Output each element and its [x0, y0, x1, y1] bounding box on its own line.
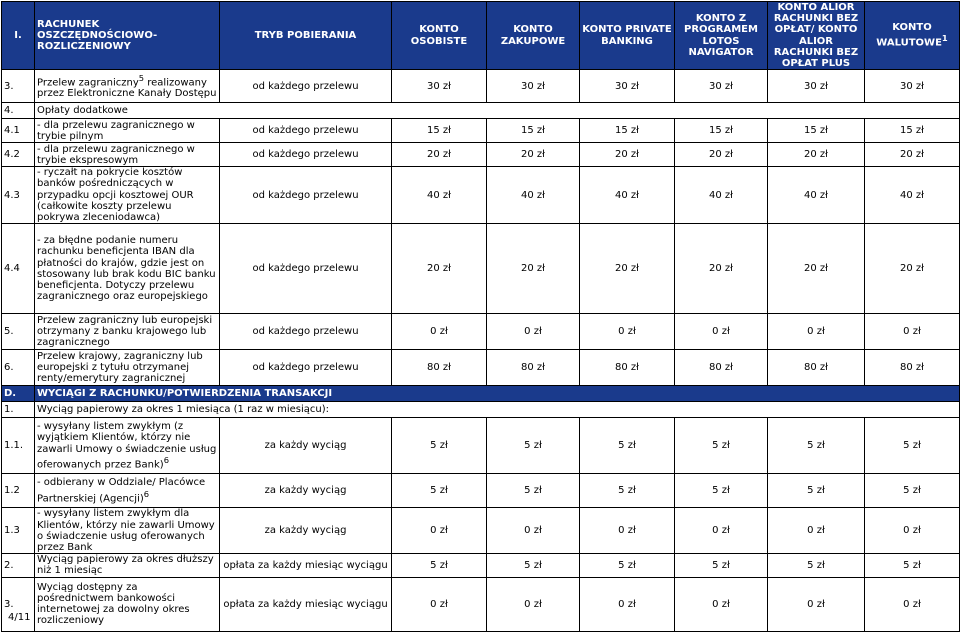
row-description: - wysyłany listem zwykłym dla Klientów, którzy nie zawarli Umowy o świadczenie usług oferowanych przez Bank — [35, 508, 220, 554]
fee-value: 20 zł — [487, 224, 580, 314]
header-row — [2, 2, 960, 70]
row-description: Opłaty dodatkowe — [35, 103, 960, 119]
fee-value: 80 zł — [865, 350, 960, 386]
table-row — [2, 554, 960, 577]
fee-value: 0 zł — [675, 508, 768, 554]
section-d-letter: D. — [2, 386, 35, 402]
col-konto-lotos-navigator: KONTO Z PROGRAMEM LOTOS NAVIGATOR — [675, 2, 768, 70]
fee-value: 5 zł — [487, 554, 580, 577]
collection-mode: od każdego przelewu — [220, 224, 392, 314]
row-number: 1.3 — [2, 508, 35, 554]
fee-value: 80 zł — [675, 350, 768, 386]
row-number: 4.4 — [2, 224, 35, 314]
fee-value: 0 zł — [865, 508, 960, 554]
table-row — [2, 418, 960, 474]
row-number: 1.1. — [2, 418, 35, 474]
collection-mode: za każdy wyciąg — [220, 508, 392, 554]
section-title: RACHUNEK OSZCZĘDNOŚCIOWO-ROZLICZENIOWY — [35, 2, 220, 70]
fee-value: 40 zł — [392, 167, 487, 224]
fee-value: 15 zł — [487, 119, 580, 143]
fee-value: 0 zł — [580, 314, 675, 350]
fee-value: 5 zł — [865, 554, 960, 577]
section-d-row — [2, 386, 960, 402]
table-row — [2, 577, 960, 631]
row-description: Wyciąg papierowy za okres dłuższy niż 1 miesiąc — [35, 554, 220, 577]
collection-mode: od każdego przelewu — [220, 70, 392, 103]
fee-value: 30 zł — [768, 70, 865, 103]
row-description: Przelew zagraniczny$^5$ realizowany przez Elektroniczne Kanały Dostępu — [35, 70, 220, 103]
section-d-title: WYCIĄGI Z RACHUNKU/POTWIERDZENIA TRANSAKCJI — [35, 386, 960, 402]
row-number: 6. — [2, 350, 35, 386]
table-row — [2, 508, 960, 554]
collection-mode: opłata za każdy miesiąc wyciągu — [220, 577, 392, 631]
row-number: 4.3 — [2, 167, 35, 224]
fee-value: 0 zł — [487, 508, 580, 554]
roman-numeral: I. — [2, 2, 35, 70]
row-description: Przelew zagraniczny lub europejski otrzymany z banku krajowego lub zagranicznego — [35, 314, 220, 350]
fee-value: 15 zł — [392, 119, 487, 143]
fee-value: 5 zł — [580, 418, 675, 474]
table-row — [2, 119, 960, 143]
col-konto-alior-rachunki: KONTO ALIOR RACHUNKI BEZ OPŁAT/ KONTO ALIOR RACHUNKI BEZ OPŁAT PLUS — [768, 2, 865, 70]
row-description: - dla przelewu zagranicznego w trybie ekspresowym — [35, 143, 220, 167]
collection-mode: za każdy wyciąg — [220, 474, 392, 508]
fee-value: 5 zł — [580, 474, 675, 508]
table-row — [2, 474, 960, 508]
collection-mode: od każdego przelewu — [220, 314, 392, 350]
fee-value: 20 zł — [675, 224, 768, 314]
fee-value: 5 zł — [675, 554, 768, 577]
table-row — [2, 167, 960, 224]
fee-value: 5 zł — [487, 418, 580, 474]
fee-value: 80 zł — [392, 350, 487, 386]
fee-value: 0 zł — [392, 508, 487, 554]
fee-value: 0 zł — [675, 577, 768, 631]
row-number: 5. — [2, 314, 35, 350]
row-number: 4.2 — [2, 143, 35, 167]
row-description: Wyciąg papierowy za okres 1 miesiąca (1 raz w miesiącu): — [35, 402, 960, 418]
fee-value: 30 zł — [487, 70, 580, 103]
fee-value: 0 zł — [865, 314, 960, 350]
fee-value: 20 zł — [768, 224, 865, 314]
col-konto-zakupowe: KONTO ZAKUPOWE — [487, 2, 580, 70]
fee-value: 20 zł — [865, 224, 960, 314]
fee-value: 0 zł — [768, 508, 865, 554]
fee-value: 5 zł — [768, 474, 865, 508]
col-konto-osobiste: KONTO OSOBISTE — [392, 2, 487, 70]
row-number: 1.2 — [2, 474, 35, 508]
fee-value: 0 zł — [675, 314, 768, 350]
fee-value: 20 zł — [865, 143, 960, 167]
fee-value: 5 zł — [392, 554, 487, 577]
fee-value: 0 zł — [865, 577, 960, 631]
fee-value: 40 zł — [675, 167, 768, 224]
row-description: - ryczałt na pokrycie kosztów banków pośredniczących w przypadku opcji kosztowej OUR (całkowite koszty przelewu pokrywa zleceniodawca) — [35, 167, 220, 224]
fee-value: 5 zł — [580, 554, 675, 577]
fee-value: 80 zł — [768, 350, 865, 386]
row-description: - wysyłany listem zwykłym (z wyjątkiem Klientów, którzy nie zawarli Umowy o świadczenie usług oferowanych przez Bank)$^6$ — [35, 418, 220, 474]
fee-value: 80 zł — [487, 350, 580, 386]
fee-value: 5 zł — [865, 474, 960, 508]
fee-value: 5 zł — [392, 418, 487, 474]
fee-value: 20 zł — [392, 143, 487, 167]
fee-value: 40 zł — [487, 167, 580, 224]
col-konto-private-banking: KONTO PRIVATE BANKING — [580, 2, 675, 70]
fee-value: 5 zł — [675, 474, 768, 508]
row-description: - dla przelewu zagranicznego w trybie pilnym — [35, 119, 220, 143]
fee-value: 0 zł — [392, 577, 487, 631]
table-row — [2, 350, 960, 386]
fee-table — [1, 1, 960, 632]
fee-value: 5 zł — [768, 418, 865, 474]
fee-value: 0 zł — [487, 577, 580, 631]
fee-value: 5 zł — [865, 418, 960, 474]
fee-value: 30 zł — [392, 70, 487, 103]
fee-value: 0 zł — [768, 314, 865, 350]
fee-value: 30 zł — [675, 70, 768, 103]
collection-mode: od każdego przelewu — [220, 143, 392, 167]
row-number: 4. — [2, 103, 35, 119]
collection-mode: od każdego przelewu — [220, 119, 392, 143]
table-row — [2, 314, 960, 350]
fee-value: 5 zł — [487, 474, 580, 508]
fee-value: 0 zł — [392, 314, 487, 350]
row-number: 4.1 — [2, 119, 35, 143]
fee-value: 15 zł — [580, 119, 675, 143]
fee-value: 0 zł — [487, 314, 580, 350]
row-number: 3. — [2, 70, 35, 103]
fee-value: 20 zł — [487, 143, 580, 167]
fee-value: 80 zł — [580, 350, 675, 386]
row-description: - odbierany w Oddziale/ Placówce Partnerskiej (Agencji)$^6$ — [35, 474, 220, 508]
fee-value: 15 zł — [865, 119, 960, 143]
collection-mode: za każdy wyciąg — [220, 418, 392, 474]
fee-value: 5 zł — [392, 474, 487, 508]
col-konto-walutowe: KONTO WALUTOWE$^1$ — [865, 2, 960, 70]
col-tryb-pobierania: TRYB POBIERANIA — [220, 2, 392, 70]
row-number: 3. — [2, 577, 35, 631]
page-number: 4/11 — [8, 612, 31, 623]
fee-value: 15 zł — [675, 119, 768, 143]
collection-mode: od każdego przelewu — [220, 350, 392, 386]
fee-value: 5 zł — [675, 418, 768, 474]
fee-value: 30 zł — [580, 70, 675, 103]
fee-value: 40 zł — [768, 167, 865, 224]
fee-value: 0 zł — [768, 577, 865, 631]
fee-value: 20 zł — [675, 143, 768, 167]
fee-value: 0 zł — [580, 577, 675, 631]
table-row — [2, 224, 960, 314]
row-description: Wyciąg dostępny za pośrednictwem bankowości internetowej za dowolny okres rozliczeniowy — [35, 577, 220, 631]
row-description: - za błędne podanie numeru rachunku beneficjenta IBAN dla płatności do krajów, gdzie jest on stosowany lub brak kodu BIC banku beneficjenta. Dotyczy przelewu zagranicznego oraz europejskiego — [35, 224, 220, 314]
collection-mode: od każdego przelewu — [220, 167, 392, 224]
table-row — [2, 70, 960, 103]
wyciag-row — [2, 402, 960, 418]
table-row — [2, 143, 960, 167]
fee-value: 0 zł — [580, 508, 675, 554]
fee-value: 40 zł — [865, 167, 960, 224]
fee-value: 20 zł — [392, 224, 487, 314]
fee-value: 40 zł — [580, 167, 675, 224]
fee-value: 15 zł — [768, 119, 865, 143]
fee-value: 20 zł — [768, 143, 865, 167]
collection-mode: opłata za każdy miesiąc wyciągu — [220, 554, 392, 577]
fee-value: 5 zł — [768, 554, 865, 577]
fee-value: 20 zł — [580, 143, 675, 167]
row-number: 1. — [2, 402, 35, 418]
section-row — [2, 103, 960, 119]
fee-value: 30 zł — [865, 70, 960, 103]
row-number: 2. — [2, 554, 35, 577]
row-description: Przelew krajowy, zagraniczny lub europejski z tytułu otrzymanej renty/emerytury zagranicznej — [35, 350, 220, 386]
fee-value: 20 zł — [580, 224, 675, 314]
